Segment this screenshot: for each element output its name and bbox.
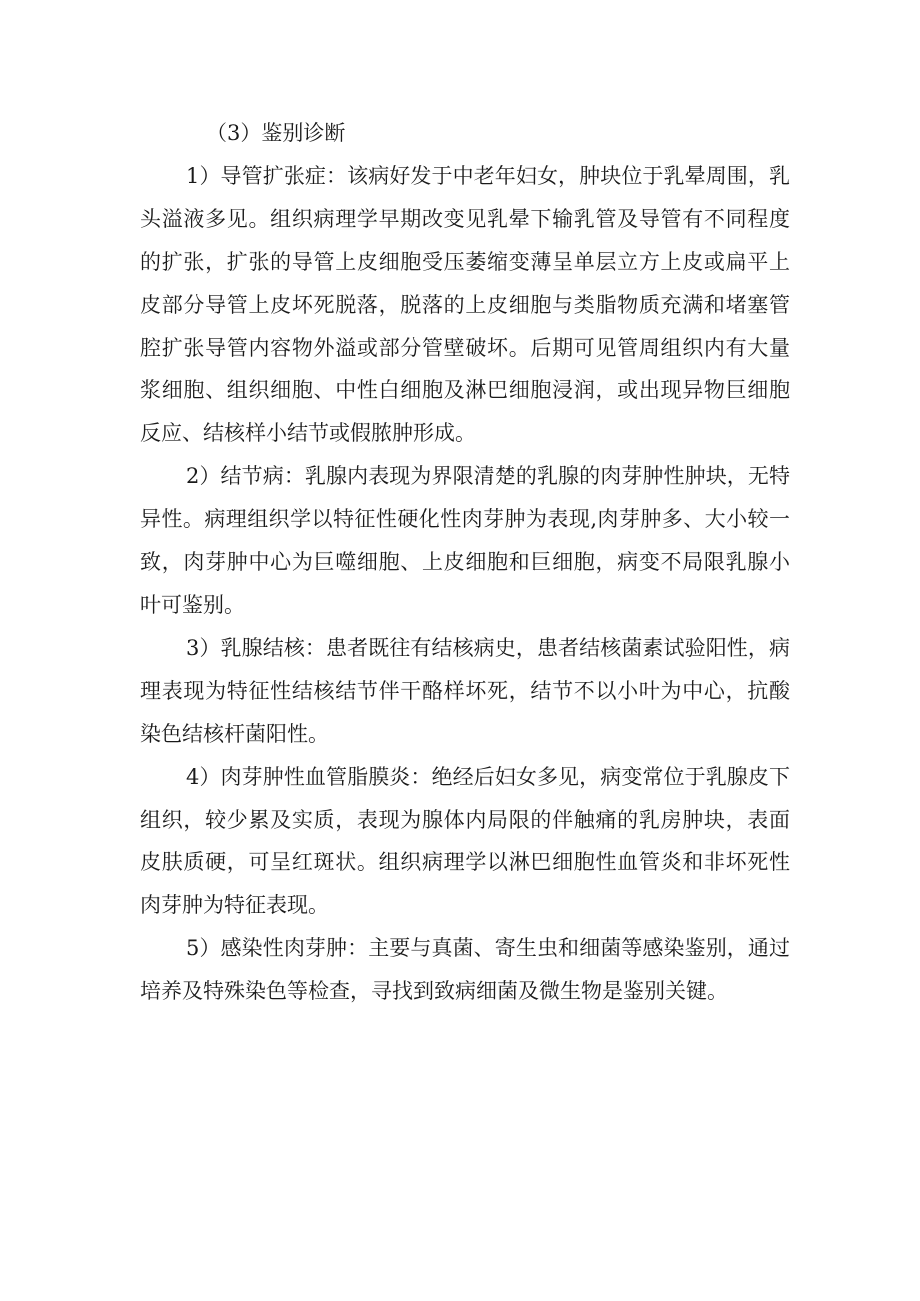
paragraph-granulomatous-panniculitis: 4）肉芽肿性血管脂膜炎：绝经后妇女多见，病变常位于乳腺皮下组织，较少累及实质，表现为腺体内局限的伴触痛的乳房肿块，表面皮肤质硬，可呈红斑状。组织病理学以淋巴细胞性血管炎和非坏死性肉芽肿为特征表现。 [140,764,790,918]
section-heading: （3）鉴别诊断 [206,121,346,145]
paragraph-infectious-granuloma: 5）感染性肉芽肿：主要与真菌、寄生虫和细菌等感染鉴别，通过培养及特殊染色等检查，寻找到致病细菌及微生物是鉴别关键。 [140,936,790,1004]
paragraph-duct-ectasia: 1）导管扩张症：该病好发于中老年妇女，肿块位于乳晕周围，乳头溢液多见。组织病理学早期改变见乳晕下输乳管及导管有不同程度的扩张，扩张的导管上皮细胞受压萎缩变薄呈单层立方上皮或扁平上皮部分导管上皮坏死脱落，脱落的上皮细胞与类脂物质充满和堵塞管腔扩张导管内容物外溢或部分管壁破坏。后期可见管周组织内有大量浆细胞、组织细胞、中性白细胞及淋巴细胞浸润，或出现异物巨细胞反应、结核样小结节或假脓肿形成。 [140,163,790,446]
paragraph-breast-tuberculosis: 3）乳腺结核：患者既往有结核病史，患者结核菌素试验阳性，病理表现为特征性结核结节伴干酪样坏死，结节不以小叶为中心，抗酸染色结核杆菌阳性。 [140,635,790,746]
document-body [140,112,790,1013]
paragraph-sarcoidosis: 2）结节病：乳腺内表现为界限清楚的乳腺的肉芽肿性肿块，无特异性。病理组织学以特征性硬化性肉芽肿为表现,肉芽肿多、大小较一致，肉芽肿中心为巨噬细胞、上皮细胞和巨细胞，病变不局限乳腺小叶可鉴别。 [140,464,790,617]
